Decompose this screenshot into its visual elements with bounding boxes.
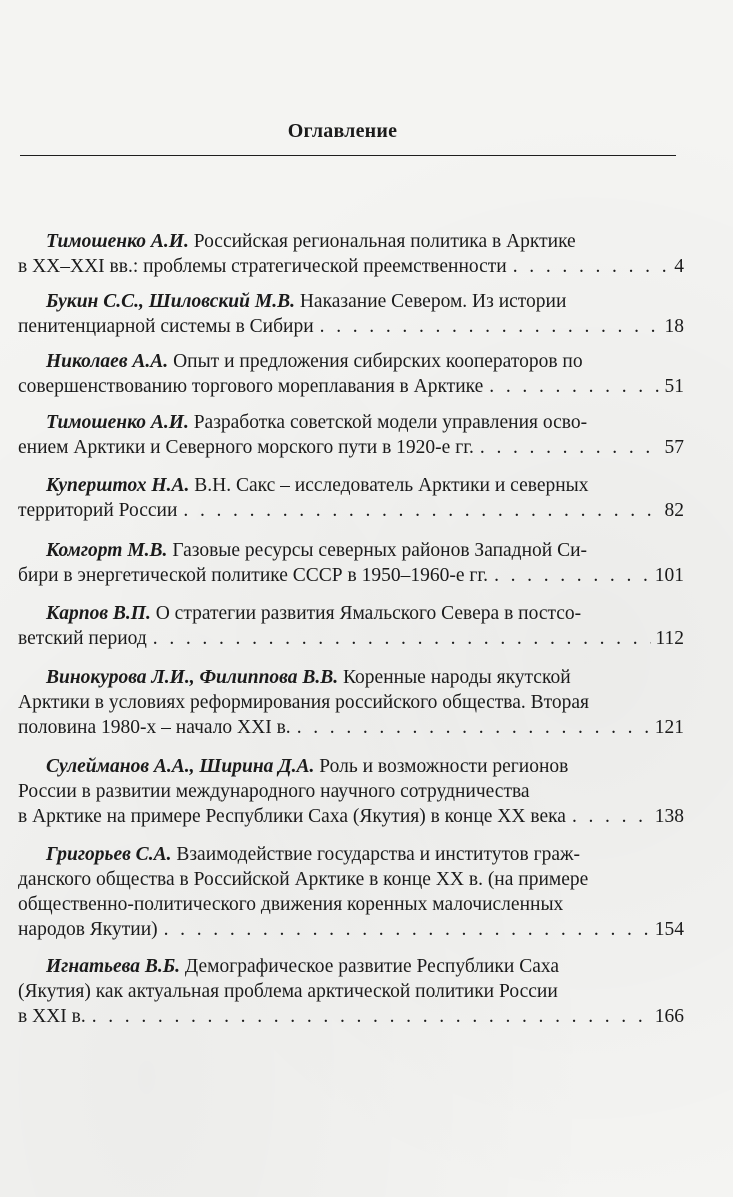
entry-title-line: (Якутия) как актуальная проблема арктической политики России xyxy=(18,981,558,1002)
entry-title-line: ветский период xyxy=(18,628,147,649)
entry-author: Григорьев С.А. xyxy=(46,844,172,865)
entry-author: Игнатьева В.Б. xyxy=(46,956,181,977)
entry-line xyxy=(18,601,684,626)
dot-leader xyxy=(513,254,671,279)
entry-line xyxy=(18,779,684,804)
entry-title-line: О стратегии развития Ямальского Севера в постсо- xyxy=(155,603,582,624)
toc-entry[interactable] xyxy=(18,754,684,829)
entry-line xyxy=(18,954,684,979)
entry-line xyxy=(18,867,684,892)
entry-page-number: 18 xyxy=(664,316,684,337)
dot-leader xyxy=(164,917,651,942)
entry-title-line: данского общества в Российской Арктике в конце XX в. (на примере xyxy=(18,869,589,890)
entry-title-line: пенитенциарной системы в Сибири xyxy=(18,316,314,337)
toc-entry[interactable] xyxy=(18,289,684,339)
entry-line xyxy=(18,289,684,314)
entry-author: Букин С.С., Шиловский М.В. xyxy=(46,291,295,312)
entry-author: Карпов В.П. xyxy=(46,603,151,624)
dot-leader xyxy=(92,1004,651,1029)
entry-line xyxy=(18,754,684,779)
entry-line xyxy=(18,979,684,1004)
entry-author: Комгорт М.В. xyxy=(46,540,168,561)
entry-line xyxy=(18,254,684,279)
entry-title-line: народов Якутии) xyxy=(18,919,158,940)
entry-title-line: Газовые ресурсы северных районов Западной Си- xyxy=(172,540,588,561)
entry-author: Тимошенко А.И. xyxy=(46,412,189,433)
entry-line xyxy=(18,626,684,651)
entry-page-number: 112 xyxy=(655,628,684,649)
entry-title-line: России в развитии международного научного сотрудничества xyxy=(18,781,530,802)
entry-title-line: Коренные народы якутской xyxy=(343,667,571,688)
entry-title-line: Наказание Севером. Из истории xyxy=(299,291,567,312)
dot-leader xyxy=(572,804,651,829)
toc-entry[interactable] xyxy=(18,665,684,740)
entry-page-number: 101 xyxy=(654,565,684,586)
entry-line xyxy=(18,410,684,435)
entry-title-line: бири в энергетической политике СССР в 1950–1960-е гг. xyxy=(18,565,489,586)
entry-line xyxy=(18,374,684,399)
dot-leader xyxy=(480,435,661,460)
entry-title-line: В.Н. Сакс – исследователь Арктики и северных xyxy=(194,475,589,496)
toc-entry[interactable] xyxy=(18,954,684,1029)
dot-leader xyxy=(489,374,660,399)
entry-page-number: 154 xyxy=(654,919,684,940)
entry-line xyxy=(18,690,684,715)
entry-line xyxy=(18,1004,684,1029)
entry-title-line: Арктики в условиях реформирования российского общества. Вторая xyxy=(18,692,590,713)
entry-title-line: Роль и возможности регионов xyxy=(319,756,569,777)
entry-title-line: в Арктике на примере Республики Саха (Якутия) в конце XX века xyxy=(18,806,566,827)
toc-entry[interactable] xyxy=(18,349,684,399)
toc-entry[interactable] xyxy=(18,229,684,279)
entry-page-number: 121 xyxy=(654,717,684,738)
dot-leader xyxy=(494,563,651,588)
entry-line xyxy=(18,563,684,588)
dot-leader xyxy=(183,498,660,523)
toc-entry[interactable] xyxy=(18,601,684,651)
entry-title-line: в XX–XXI вв.: проблемы стратегической преемственности xyxy=(18,256,507,277)
entry-title-line: Опыт и предложения сибирских кооператоров по xyxy=(173,351,583,372)
entry-title-line: ением Арктики и Северного морского пути в 1920-е гг. xyxy=(18,437,474,458)
dot-leader xyxy=(153,626,652,651)
entry-line xyxy=(18,473,684,498)
entry-title-line: общественно-политического движения коренных малочисленных xyxy=(18,894,564,915)
entry-line xyxy=(18,917,684,942)
entry-line xyxy=(18,665,684,690)
toc-entry[interactable] xyxy=(18,473,684,523)
entry-title-line: Демографическое развитие Республики Саха xyxy=(184,956,560,977)
entry-author: Куперштох Н.А. xyxy=(46,475,190,496)
entry-line xyxy=(18,715,684,740)
dot-leader xyxy=(297,715,651,740)
dot-leader xyxy=(320,314,661,339)
entry-author: Сулейманов А.А., Ширина Д.А. xyxy=(46,756,315,777)
entry-title-line: в XXI в. xyxy=(18,1006,86,1027)
entry-page-number: 51 xyxy=(664,376,684,397)
entry-page-number: 166 xyxy=(654,1006,684,1027)
entry-title-line: Взаимодействие государства и институтов граж- xyxy=(176,844,580,865)
entry-line xyxy=(18,892,684,917)
entry-line xyxy=(18,229,684,254)
entry-title-line: Разработка советской модели управления осво- xyxy=(193,412,588,433)
entry-title-line: Российская региональная политика в Арктике xyxy=(193,231,576,252)
entry-author: Винокурова Л.И., Филиппова В.В. xyxy=(46,667,339,688)
page-title: Оглавление xyxy=(287,120,398,142)
entry-title-line: территорий России xyxy=(18,500,178,521)
entry-line xyxy=(18,314,684,339)
entry-page-number: 4 xyxy=(674,256,684,277)
entry-line xyxy=(18,498,684,523)
entry-line xyxy=(18,804,684,829)
entry-author: Николаев А.А. xyxy=(46,351,169,372)
entry-line xyxy=(18,349,684,374)
toc-entry[interactable] xyxy=(18,842,684,942)
entry-page-number: 57 xyxy=(664,437,684,458)
toc-entry[interactable] xyxy=(18,538,684,588)
entry-title-line: половина 1980-х – начало XXI в. xyxy=(18,717,291,738)
title-underline xyxy=(20,155,676,156)
entry-line xyxy=(18,538,684,563)
entry-line xyxy=(18,842,684,867)
entry-title-line: совершенствованию торгового мореплавания в Арктике xyxy=(18,376,484,397)
entry-author: Тимошенко А.И. xyxy=(46,231,189,252)
toc-entry[interactable] xyxy=(18,410,684,460)
entry-page-number: 82 xyxy=(664,500,684,521)
entry-line xyxy=(18,435,684,460)
entry-page-number: 138 xyxy=(654,806,684,827)
